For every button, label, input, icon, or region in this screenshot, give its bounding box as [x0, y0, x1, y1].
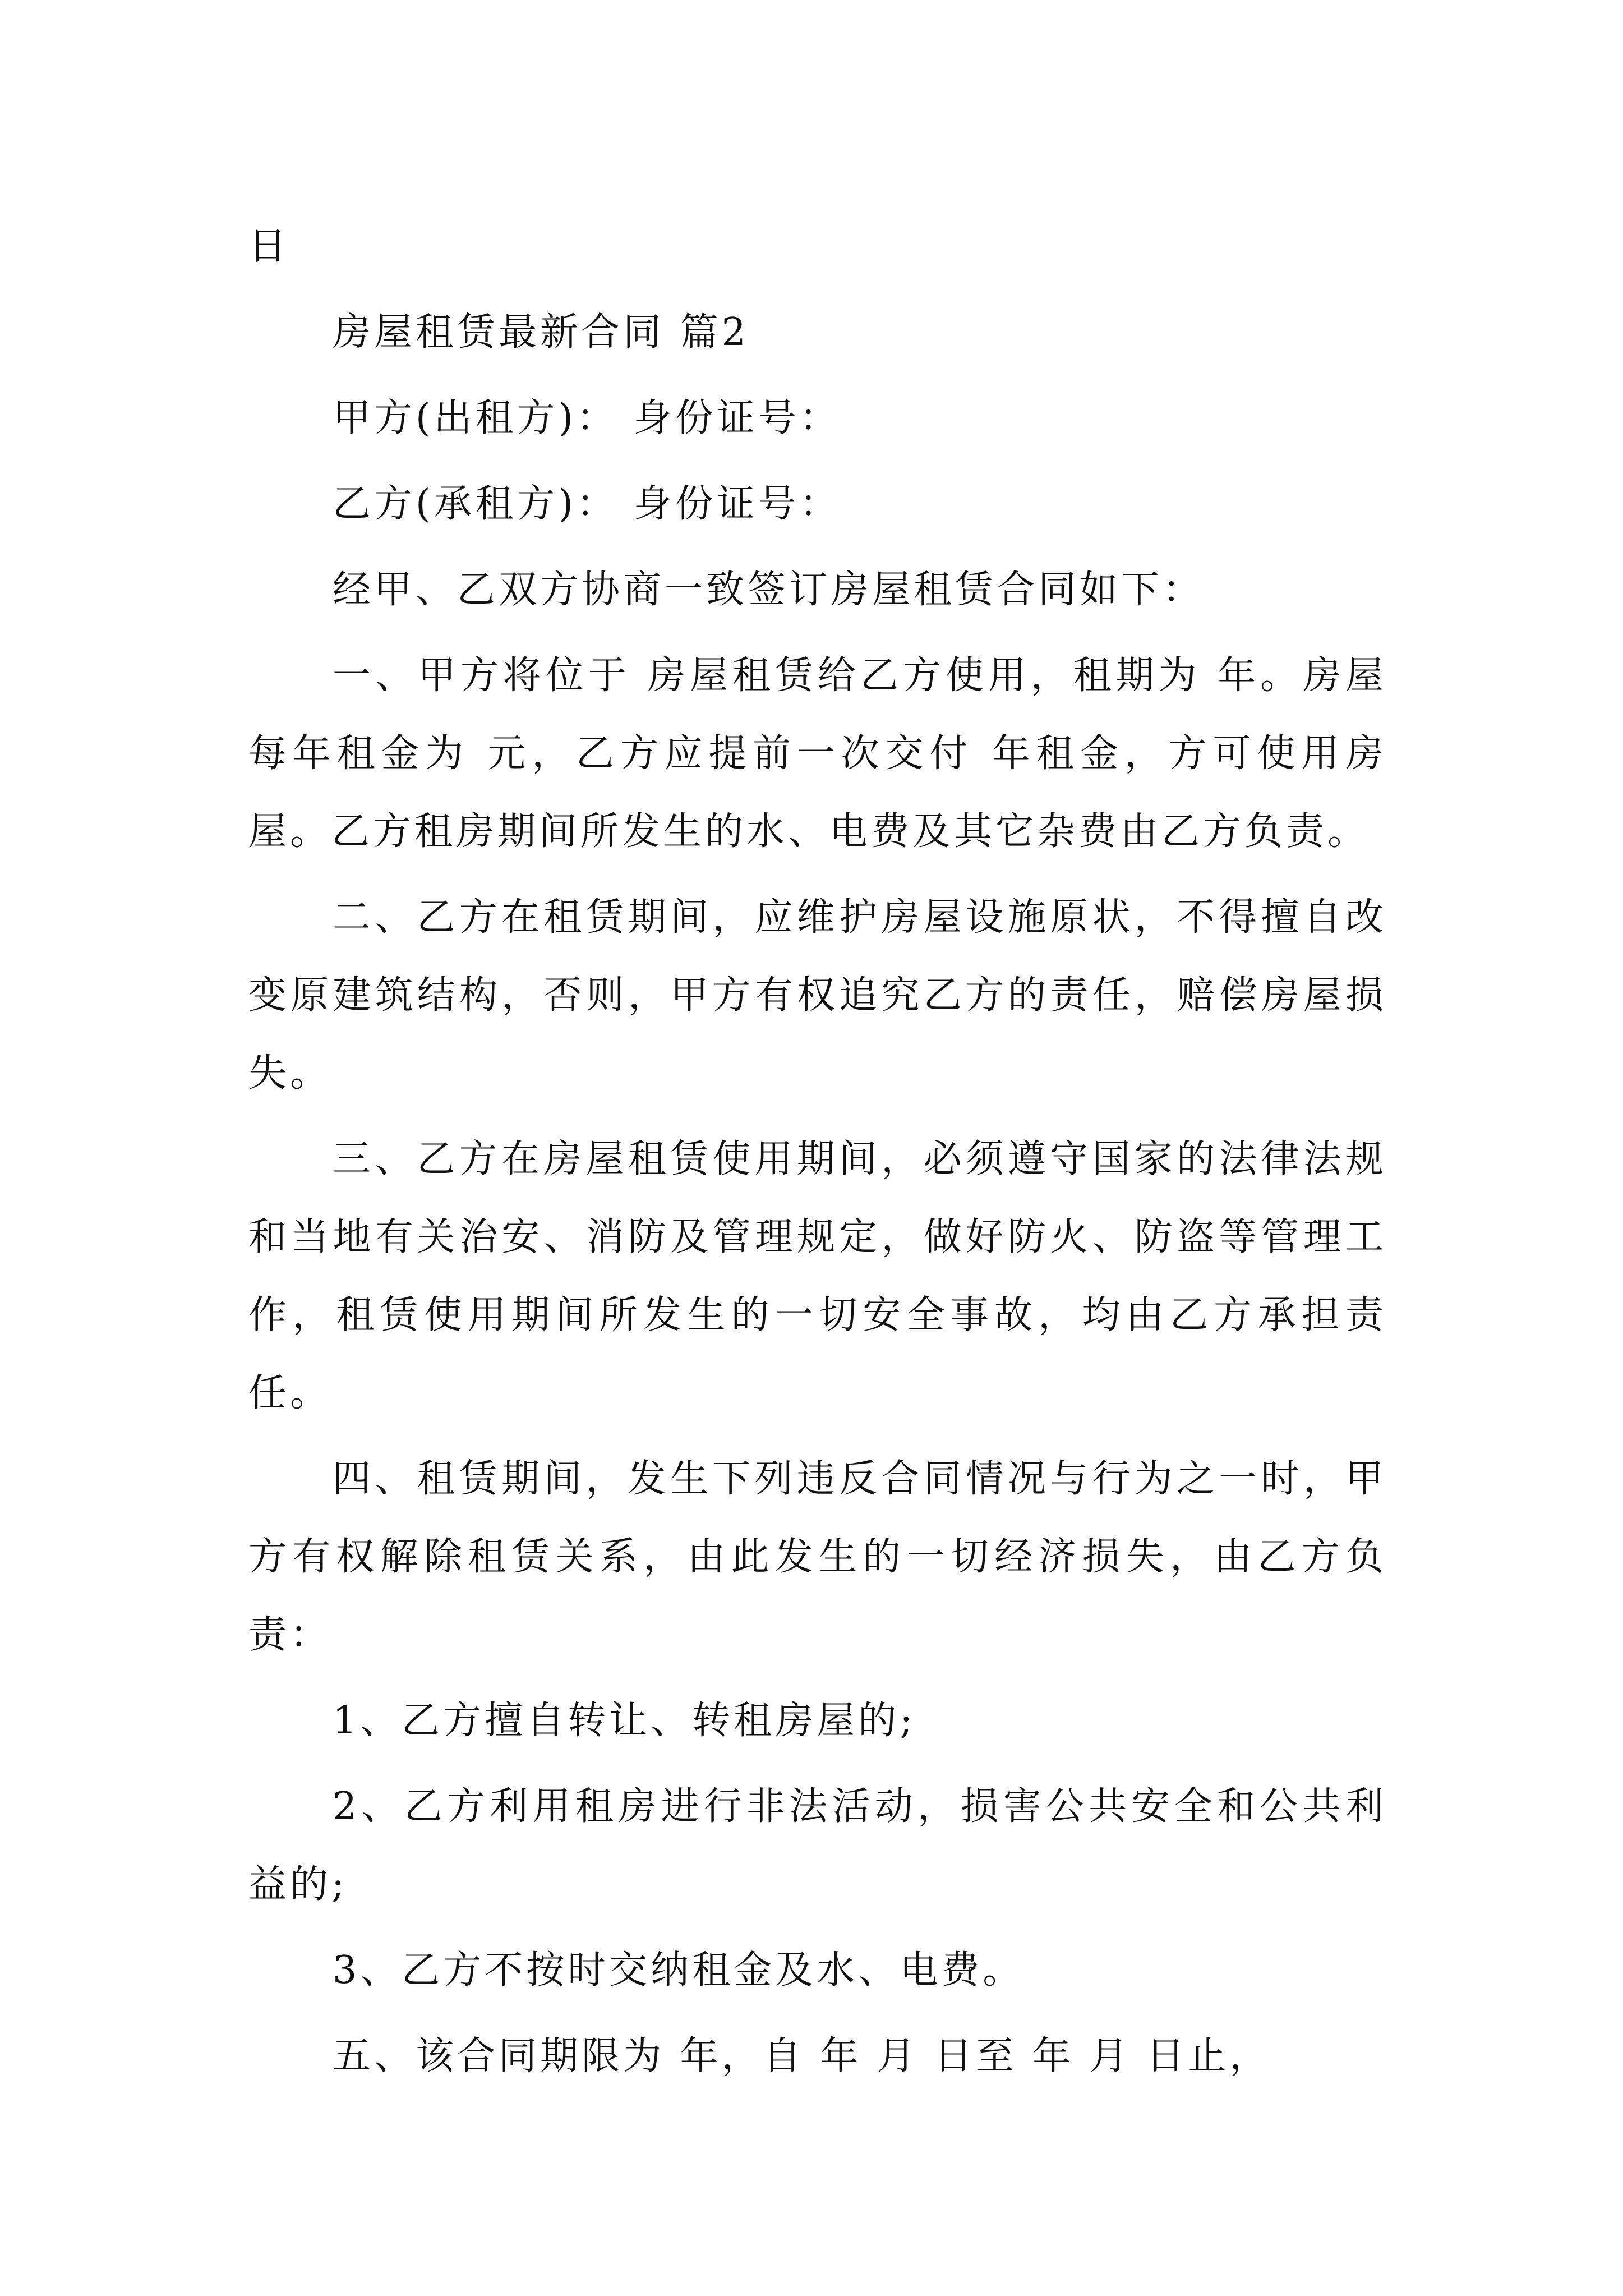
contract-title: 房屋租赁最新合同 篇2: [333, 310, 749, 355]
clause-2: 二、乙方在租赁期间，应维护房屋设施原状，不得擅自改变原建筑结构，否则，甲方有权追究乙方的责任，赔偿房屋损失。: [248, 895, 1387, 1096]
clause-1: 一、甲方将位于 房屋租赁给乙方使用，租期为 年。房屋每年租金为 元，乙方应提前一次交付 年租金，方可使用房屋。乙方租房期间所发生的水、电费及其它杂费由乙方负责。: [248, 654, 1387, 854]
agreement-intro: 经甲、乙双方协商一致签订房屋租赁合同如下：: [333, 568, 1205, 612]
clause-5: 五、该合同期限为 年，自 年 月 日至 年 月 日止，: [333, 2034, 1271, 2078]
party-a-line: 甲方(出租方)： 身份证号：: [333, 396, 841, 440]
date-fragment: 日: [248, 224, 291, 269]
party-b-line: 乙方(承租方)： 身份证号：: [333, 482, 841, 526]
clause-4-item-1: 1、乙方擅自转让、转租房屋的;: [333, 1699, 916, 1743]
clause-4-item-2: 2、乙方利用租房进行非法活动，损害公共安全和公共利益的;: [248, 1784, 1387, 1907]
clause-3: 三、乙方在房屋租赁使用期间，必须遵守国家的法律法规和当地有关治安、消防及管理规定，做好防火、防盗等管理工作，租赁使用期间所发生的一切安全事故，均由乙方承担责任。: [248, 1137, 1387, 1415]
clause-4: 四、租赁期间，发生下列违反合同情况与行为之一时，甲方有权解除租赁关系，由此发生的一切经济损失，由乙方负责：: [248, 1457, 1387, 1657]
document-body: [248, 208, 1387, 2095]
clause-4-item-3: 3、乙方不按时交纳租金及水、电费。: [333, 1948, 1025, 1993]
